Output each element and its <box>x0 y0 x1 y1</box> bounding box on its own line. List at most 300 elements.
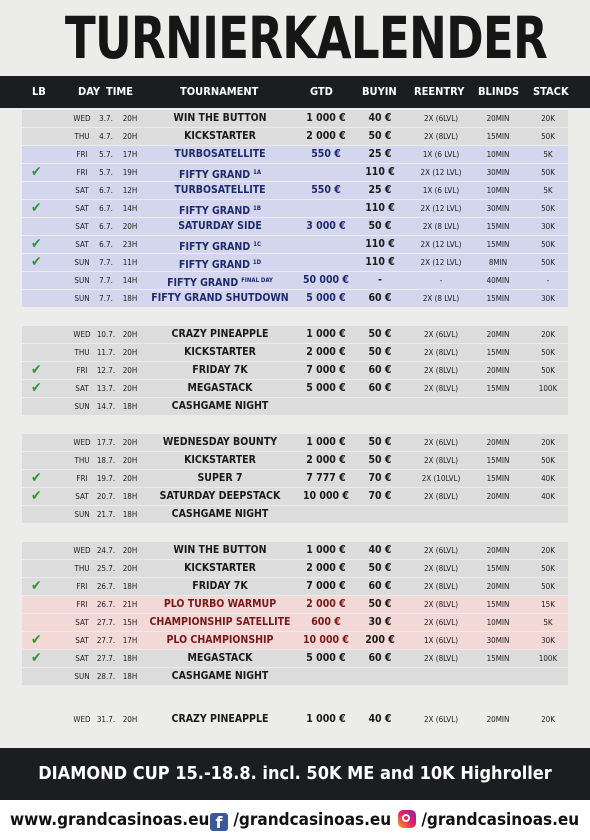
cell-buyin: 50 € <box>368 436 392 448</box>
cell-reentry: 2X (8LVL) <box>423 564 459 573</box>
tournament-name: SATURDAY SIDE <box>178 220 262 232</box>
table-row <box>0 711 590 728</box>
header-blinds: BLINDS <box>478 85 520 98</box>
cell-date: 6.7. <box>99 204 113 213</box>
cell-date: 13.7. <box>96 384 116 393</box>
cell-day: SAT <box>75 654 89 663</box>
cell-blinds: 15MIN <box>486 348 510 357</box>
cell-day: SUN <box>74 276 90 285</box>
cell-time: 23H <box>122 240 138 249</box>
cell-day: SAT <box>75 384 89 393</box>
tournament-flight: 1D <box>252 259 262 266</box>
tournament-name: KICKSTARTER <box>184 454 256 466</box>
cell-reentry: 2X (8 LVL) <box>422 222 460 231</box>
cell-buyin: 200 € <box>365 634 395 646</box>
cell-reentry: 2X (8LVL) <box>423 582 459 591</box>
cell-day: SUN <box>74 510 90 519</box>
cell-time: 17H <box>122 150 138 159</box>
cell-day: FRI <box>76 168 88 177</box>
diamond-cup-banner: DIAMOND CUP 15.-18.8. incl. 50K ME and 10K Highroller <box>0 748 590 800</box>
cell-name <box>140 711 300 728</box>
cell-gtd: 550 € <box>311 148 341 160</box>
facebook-icon: f <box>210 813 228 831</box>
cell-name <box>140 596 300 613</box>
table-row <box>0 146 590 163</box>
cell-buyin: 60 € <box>368 292 392 304</box>
cell-buyin: 110 € <box>365 202 395 214</box>
tournament-name: SUPER 7 <box>197 472 243 484</box>
table-row <box>0 200 590 217</box>
leaderboard-check-icon: ✔ <box>31 164 42 180</box>
cell-stack: - <box>546 276 550 285</box>
cell-buyin: 60 € <box>368 580 392 592</box>
header-stack: STACK <box>533 85 569 98</box>
cell-day: SUN <box>74 258 90 267</box>
cell-time: 20H <box>122 438 138 447</box>
cell-gtd: 550 € <box>311 184 341 196</box>
cell-name <box>140 200 300 220</box>
cell-date: 7.7. <box>99 258 113 267</box>
cell-buyin: 25 € <box>368 184 392 196</box>
tournament-name: SATURDAY DEEPSTACK <box>159 490 281 502</box>
table-row <box>0 650 590 667</box>
cell-gtd: 7 000 € <box>306 580 346 592</box>
cell-gtd: 1 000 € <box>306 112 346 124</box>
tournament-name: TURBOSATELLITE <box>174 148 266 160</box>
cell-reentry: 2X (10LVL) <box>421 474 461 483</box>
cell-gtd: 7 000 € <box>306 364 346 376</box>
cell-reentry: 2X (12 LVL) <box>420 240 462 249</box>
table-row <box>0 272 590 289</box>
tournament-name: CHAMPIONSHIP SATELLITE <box>149 616 291 628</box>
cell-gtd: 1 000 € <box>306 436 346 448</box>
cell-date: 26.7. <box>96 582 116 591</box>
cell-buyin: 50 € <box>368 130 392 142</box>
cell-stack: 50K <box>541 168 555 177</box>
leaderboard-check-icon: ✔ <box>31 470 42 486</box>
cell-blinds: 30MIN <box>486 168 510 177</box>
cell-buyin: 40 € <box>368 112 392 124</box>
table-row <box>0 380 590 397</box>
cell-date: 25.7. <box>96 564 116 573</box>
tournament-name: FIFTY GRAND <box>167 277 239 289</box>
table-row <box>0 506 590 523</box>
cell-stack: 40K <box>541 474 555 483</box>
cell-time: 14H <box>122 276 138 285</box>
leaderboard-check-icon: ✔ <box>31 236 42 252</box>
tournament-name: CASHGAME NIGHT <box>171 508 269 520</box>
cell-blinds: 20MIN <box>486 582 510 591</box>
cell-name <box>140 398 300 415</box>
cell-date: 7.7. <box>99 276 113 285</box>
cell-buyin: 50 € <box>368 346 392 358</box>
cell-date: 21.7. <box>96 510 116 519</box>
cell-time: 18H <box>122 492 138 501</box>
cell-name <box>140 236 300 256</box>
cell-gtd: 3 000 € <box>306 220 346 232</box>
cell-reentry: 2X (8LVL) <box>423 654 459 663</box>
cell-reentry: 2X (8LVL) <box>423 366 459 375</box>
cell-name <box>140 434 300 451</box>
cell-time: 20H <box>122 348 138 357</box>
cell-date: 3.7. <box>99 114 113 123</box>
cell-name <box>140 632 300 649</box>
cell-name <box>140 614 300 631</box>
instagram-handle: /grandcasinoas.eu <box>421 810 580 830</box>
cell-stack: 50K <box>541 564 555 573</box>
cell-reentry: 2X (6LVL) <box>423 618 459 627</box>
cell-name <box>140 146 300 163</box>
facebook-handle: /grandcasinoas.eu <box>233 810 392 830</box>
cell-stack: 5K <box>543 618 553 627</box>
cell-blinds: 15MIN <box>486 240 510 249</box>
tournament-name: FIFTY GRAND <box>178 259 250 271</box>
tournament-name: WIN THE BUTTON <box>173 544 267 556</box>
table-row <box>0 164 590 181</box>
cell-buyin: - <box>378 274 382 286</box>
cell-gtd: 5 000 € <box>306 382 346 394</box>
cell-reentry: 2X (8 LVL) <box>422 294 460 303</box>
tournament-name: TURBOSATELLITE <box>174 184 266 196</box>
cell-date: 12.7. <box>96 366 116 375</box>
cell-name <box>140 110 300 127</box>
tournament-name: CASHGAME NIGHT <box>171 400 269 412</box>
tournament-name: FIFTY GRAND <box>179 241 251 253</box>
cell-blinds: 30MIN <box>486 636 510 645</box>
table-row <box>0 470 590 487</box>
leaderboard-check-icon: ✔ <box>31 488 42 504</box>
leaderboard-check-icon: ✔ <box>31 578 42 594</box>
cell-day: FRI <box>76 150 88 159</box>
leaderboard-check-icon: ✔ <box>31 380 42 396</box>
cell-buyin: 40 € <box>368 544 392 556</box>
cell-name <box>140 128 300 145</box>
cell-buyin: 50 € <box>368 562 392 574</box>
cell-stack: 50K <box>541 258 555 267</box>
table-row <box>0 110 590 127</box>
cell-stack: 100K <box>538 654 558 663</box>
cell-blinds: 20MIN <box>486 715 510 724</box>
cell-day: THU <box>74 456 90 465</box>
cell-time: 18H <box>122 510 138 519</box>
header-lb: LB <box>32 85 46 98</box>
table-row <box>0 326 590 343</box>
table-header <box>0 76 590 108</box>
cell-stack: 50K <box>541 240 555 249</box>
cell-buyin: 110 € <box>365 166 395 178</box>
cell-gtd: 2 000 € <box>306 562 346 574</box>
tournament-name: PLO TURBO WARMUP <box>163 598 277 610</box>
header-buyin: BUYIN <box>362 85 397 98</box>
tournament-name: KICKSTARTER <box>184 562 256 574</box>
table-row <box>0 344 590 361</box>
cell-stack: 100K <box>538 384 558 393</box>
cell-stack: 30K <box>541 294 555 303</box>
cell-gtd: 2 000 € <box>306 346 346 358</box>
cell-stack: 30K <box>541 636 555 645</box>
cell-day: SAT <box>75 618 89 627</box>
cell-reentry: 1X (6 LVL) <box>422 186 460 195</box>
cell-name <box>140 452 300 469</box>
cell-blinds: 20MIN <box>486 330 510 339</box>
cell-stack: 20K <box>541 330 555 339</box>
cell-time: 14H <box>122 204 138 213</box>
cell-date: 18.7. <box>96 456 116 465</box>
website-link[interactable]: www.grandcasinoas.eu <box>10 810 210 830</box>
table-row <box>0 218 590 235</box>
table-row <box>0 578 590 595</box>
cell-date: 20.7. <box>96 492 116 501</box>
cell-day: SAT <box>75 222 89 231</box>
cell-date: 28.7. <box>96 672 116 681</box>
cell-time: 20H <box>122 114 138 123</box>
cell-gtd: 2 000 € <box>306 598 346 610</box>
cell-reentry: 2X (8LVL) <box>423 600 459 609</box>
cell-blinds: 8MIN <box>488 258 508 267</box>
tournament-flight: 1B <box>253 205 261 212</box>
cell-day: WED <box>73 438 91 447</box>
cell-reentry: 1X (6 LVL) <box>422 150 460 159</box>
cell-reentry: 2X (6LVL) <box>423 330 459 339</box>
cell-stack: 5K <box>543 150 553 159</box>
cell-name <box>140 218 300 235</box>
facebook-link[interactable] <box>210 800 391 840</box>
cell-stack: 5K <box>543 186 553 195</box>
cell-date: 14.7. <box>96 402 116 411</box>
table-row <box>0 632 590 649</box>
tournament-flight: 1C <box>253 241 261 248</box>
tournament-name: KICKSTARTER <box>184 130 256 142</box>
cell-gtd: 50 000 € <box>302 274 349 286</box>
table-row <box>0 668 590 685</box>
cell-reentry: 2X (8LVL) <box>423 492 459 501</box>
cell-gtd: 7 777 € <box>306 472 346 484</box>
cell-name <box>140 254 300 274</box>
cell-time: 21H <box>122 600 138 609</box>
table-row <box>0 542 590 559</box>
cell-stack: 20K <box>541 114 555 123</box>
cell-name <box>140 344 300 361</box>
cell-name <box>140 272 300 292</box>
tournament-name: FRIDAY 7K <box>192 580 248 592</box>
cell-name <box>140 290 300 307</box>
cell-name <box>140 182 300 199</box>
cell-reentry: 2X (12 LVL) <box>420 258 462 267</box>
leaderboard-check-icon: ✔ <box>31 632 42 648</box>
cell-gtd: 2 000 € <box>306 454 346 466</box>
cell-day: SAT <box>75 186 89 195</box>
tournament-name: WIN THE BUTTON <box>173 112 267 124</box>
cell-blinds: 15MIN <box>486 600 510 609</box>
cell-gtd: 2 000 € <box>306 130 346 142</box>
cell-gtd: 10 000 € <box>302 634 349 646</box>
cell-stack: 50K <box>541 204 555 213</box>
cell-day: FRI <box>76 582 88 591</box>
cell-blinds: 15MIN <box>486 294 510 303</box>
cell-gtd: 5 000 € <box>306 292 346 304</box>
cell-day: SAT <box>75 240 89 249</box>
cell-time: 11H <box>122 258 138 267</box>
header-time: TIME <box>106 85 134 98</box>
header-day: DAY <box>78 85 100 98</box>
cell-blinds: 20MIN <box>486 114 510 123</box>
cell-date: 27.7. <box>96 618 116 627</box>
cell-buyin: 50 € <box>368 220 392 232</box>
cell-blinds: 20MIN <box>486 492 510 501</box>
cell-buyin: 50 € <box>368 598 392 610</box>
cell-time: 17H <box>122 636 138 645</box>
cell-stack: 50K <box>541 366 555 375</box>
cell-name <box>140 362 300 379</box>
tournament-name: KICKSTARTER <box>184 346 256 358</box>
cell-reentry: 2X (8LVL) <box>423 348 459 357</box>
tournament-name: CASHGAME NIGHT <box>171 670 269 682</box>
cell-stack: 50K <box>541 132 555 141</box>
cell-blinds: 15MIN <box>486 132 510 141</box>
cell-time: 20H <box>122 564 138 573</box>
cell-blinds: 10MIN <box>486 186 510 195</box>
cell-reentry: 2X (6LVL) <box>423 114 459 123</box>
cell-blinds: 15MIN <box>486 654 510 663</box>
cell-day: SUN <box>74 402 90 411</box>
cell-day: WED <box>73 715 91 724</box>
cell-gtd: 10 000 € <box>302 490 349 502</box>
cell-date: 27.7. <box>96 654 116 663</box>
cell-day: WED <box>73 546 91 555</box>
cell-reentry: 2X (8LVL) <box>423 456 459 465</box>
cell-day: FRI <box>76 474 88 483</box>
cell-time: 18H <box>122 294 138 303</box>
cell-time: 20H <box>122 474 138 483</box>
cell-date: 31.7. <box>96 715 116 724</box>
cell-blinds: 20MIN <box>486 366 510 375</box>
cell-reentry: 2X (12 LVL) <box>420 204 462 213</box>
contact-footer <box>0 800 590 840</box>
cell-date: 11.7. <box>96 348 116 357</box>
leaderboard-check-icon: ✔ <box>31 362 42 378</box>
cell-day: WED <box>73 330 91 339</box>
cell-date: 5.7. <box>99 150 113 159</box>
cell-reentry: 2X (6LVL) <box>423 546 459 555</box>
cell-buyin: 50 € <box>368 454 392 466</box>
tournament-flight: 1A <box>253 169 262 176</box>
cell-day: THU <box>74 132 90 141</box>
cell-stack: 50K <box>541 456 555 465</box>
table-row <box>0 398 590 415</box>
cell-name <box>140 560 300 577</box>
cell-day: SUN <box>74 672 90 681</box>
cell-date: 4.7. <box>99 132 113 141</box>
tournament-name: FIFTY GRAND SHUTDOWN <box>151 292 289 304</box>
tournament-name: FRIDAY 7K <box>192 364 248 376</box>
cell-reentry: 2X (6LVL) <box>423 715 459 724</box>
cell-name <box>140 164 300 184</box>
cell-buyin: 50 € <box>368 328 392 340</box>
cell-date: 26.7. <box>96 600 116 609</box>
cell-gtd: 5 000 € <box>306 652 346 664</box>
cell-time: 18H <box>122 672 138 681</box>
cell-blinds: 15MIN <box>486 384 510 393</box>
cell-blinds: 40MIN <box>486 276 510 285</box>
cell-name <box>140 650 300 667</box>
tournament-name: MEGASTACK <box>187 382 253 394</box>
cell-time: 20H <box>122 715 138 724</box>
cell-reentry: 2X (12 LVL) <box>420 168 462 177</box>
cell-reentry: 2X (8LVL) <box>423 132 459 141</box>
cell-name <box>140 380 300 397</box>
cell-day: SAT <box>75 636 89 645</box>
cell-date: 6.7. <box>99 240 113 249</box>
table-row <box>0 452 590 469</box>
cell-stack: 50K <box>541 348 555 357</box>
instagram-link[interactable] <box>398 800 579 840</box>
cell-date: 19.7. <box>96 474 116 483</box>
cell-name <box>140 668 300 685</box>
tournament-name: WEDNESDAY BOUNTY <box>162 436 278 448</box>
tournament-name: FIFTY GRAND <box>179 205 251 217</box>
cell-buyin: 60 € <box>368 652 392 664</box>
cell-date: 5.7. <box>99 168 113 177</box>
cell-stack: 40K <box>541 492 555 501</box>
cell-buyin: 70 € <box>368 472 392 484</box>
tournament-name: CRAZY PINEAPPLE <box>171 713 269 725</box>
cell-buyin: 25 € <box>368 148 392 160</box>
header-reentry: REENTRY <box>414 85 465 98</box>
page-title: TURNIERKALENDER <box>64 4 548 72</box>
cell-name <box>140 488 300 505</box>
cell-blinds: 15MIN <box>486 456 510 465</box>
table-row <box>0 290 590 307</box>
cell-time: 20H <box>122 222 138 231</box>
cell-stack: 30K <box>541 222 555 231</box>
cell-stack: 15K <box>541 600 555 609</box>
tournament-name: MEGASTACK <box>187 652 253 664</box>
cell-name <box>140 542 300 559</box>
cell-date: 7.7. <box>99 294 113 303</box>
cell-reentry: 2X (6LVL) <box>423 438 459 447</box>
table-row <box>0 254 590 271</box>
cell-day: SAT <box>75 204 89 213</box>
cell-time: 12H <box>122 186 138 195</box>
cell-gtd: 1 000 € <box>306 713 346 725</box>
cell-date: 6.7. <box>99 186 113 195</box>
cell-name <box>140 578 300 595</box>
cell-time: 15H <box>122 618 138 627</box>
cell-time: 20H <box>122 546 138 555</box>
cell-blinds: 10MIN <box>486 618 510 627</box>
cell-gtd: 1 000 € <box>306 544 346 556</box>
cell-stack: 50K <box>541 582 555 591</box>
leaderboard-check-icon: ✔ <box>31 650 42 666</box>
cell-date: 24.7. <box>96 546 116 555</box>
cell-name <box>140 470 300 487</box>
leaderboard-check-icon: ✔ <box>31 254 42 270</box>
cell-day: FRI <box>76 366 88 375</box>
cell-time: 18H <box>122 654 138 663</box>
cell-time: 18H <box>122 582 138 591</box>
cell-stack: 20K <box>541 546 555 555</box>
cell-buyin: 30 € <box>368 616 392 628</box>
tournament-name: CRAZY PINEAPPLE <box>171 328 269 340</box>
leaderboard-check-icon: ✔ <box>31 200 42 216</box>
table-row <box>0 614 590 631</box>
cell-date: 6.7. <box>99 222 113 231</box>
cell-time: 20H <box>122 366 138 375</box>
cell-blinds: 20MIN <box>486 546 510 555</box>
cell-reentry: 2X (8LVL) <box>423 384 459 393</box>
cell-date: 27.7. <box>96 636 116 645</box>
table-row <box>0 560 590 577</box>
